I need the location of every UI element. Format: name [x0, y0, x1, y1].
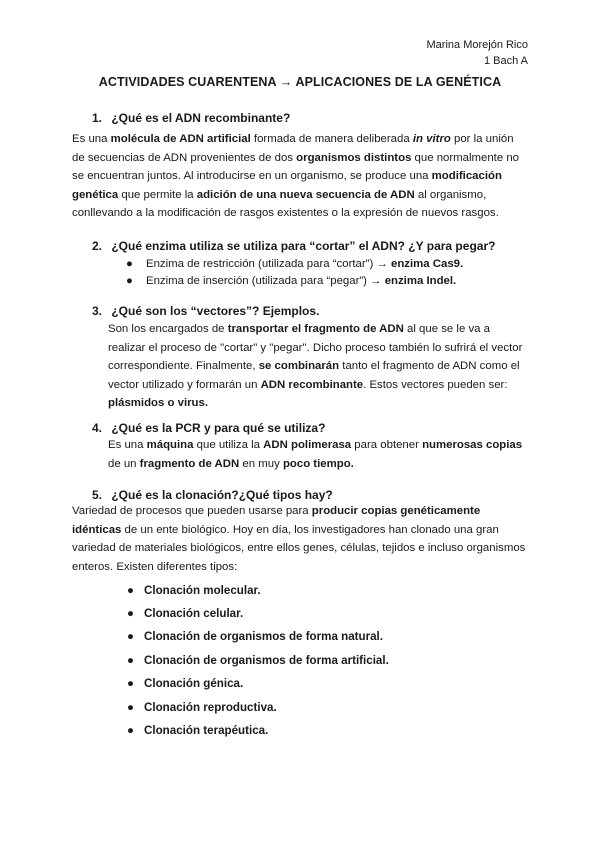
body-text: que normalmente no se encuentran juntos. Al introducirse en un organismo, se produce una [72, 151, 520, 183]
emphasis-text: poco tiempo. [282, 457, 354, 470]
page-title: ACTIVIDADES CUARENTENA → APLICACIONES DE LA GENÉTICA [98, 75, 502, 89]
body-text: al organismo, conllevando a la modificación de rasgos existentes o la expresión de nuevos rasgos. [72, 188, 499, 220]
cloning-type-item [127, 629, 384, 645]
emphasis-text: modificación genética [72, 170, 502, 201]
bullet-dot-icon: ● [127, 584, 135, 597]
emphasis-text: enzima Cas9. [390, 258, 464, 270]
cloning-type-label: Clonación molecular. [144, 584, 261, 597]
cloning-type-item [127, 606, 244, 622]
body-text: al que se le va a realizar el proceso de "cortar" y "pegar". Dicho proceso también lo sufrirá el vector correspondiente. Finalmente, [108, 323, 523, 373]
question-5-text: ¿Qué es la clonación?¿Qué tipos hay? [111, 488, 333, 502]
bullet-dot-icon: ● [127, 724, 135, 737]
body-text: Son los encargados de [108, 323, 228, 335]
emphasis-text: ADN recombinante [260, 378, 364, 391]
question-1-text: ¿Qué es el ADN recombinante? [111, 111, 291, 125]
answer-1 [72, 130, 524, 223]
emphasis-text: se combinarán [258, 360, 340, 373]
bullet-dot-icon: ● [127, 654, 135, 667]
bullet-dot-icon: ● [127, 701, 135, 714]
cloning-type-label: Clonación de organismos de forma natural. [144, 630, 384, 643]
enzyme-bullet-1 [126, 256, 464, 272]
question-2-text: ¿Qué enzima utiliza se utiliza para “cortar” el ADN? ¿Y para pegar? [111, 239, 496, 253]
body-text: Enzima de restricción (utilizada para “cortar”) → [146, 258, 391, 270]
body-text: para obtener [351, 439, 423, 451]
emphasis-text: in vitro [412, 133, 451, 145]
question-4-number: 4. [92, 421, 103, 435]
body-text: tanto el fragmento de ADN como el vector utilizado y formarán un [108, 360, 520, 391]
cloning-type-label: Clonación génica. [144, 677, 244, 690]
body-text: Variedad de procesos que pueden usarse para [72, 505, 312, 517]
cloning-type-item [127, 723, 269, 739]
answer-5 [72, 502, 528, 576]
cloning-type-item [127, 676, 244, 692]
body-text: en muy [239, 457, 283, 470]
enzyme-bullet-2 [126, 273, 457, 289]
body-text: de un [108, 457, 140, 470]
cloning-type-item [127, 700, 277, 716]
bullet-dot-icon: ● [127, 677, 135, 690]
enzyme-bullet-2-text [146, 275, 456, 287]
course-label: 1 Bach A [483, 55, 528, 67]
body-text: Enzima de inserción (utilizada para “pegar”) → [146, 275, 385, 287]
cloning-type-item [127, 653, 389, 669]
question-3-text: ¿Qué son los “vectores”? Ejemplos. [111, 304, 320, 318]
cloning-type-label: Clonación de organismos de forma artificial. [144, 654, 389, 667]
enzyme-bullet-1-text [146, 258, 463, 270]
emphasis-text: plásmidos o virus. [108, 397, 209, 410]
emphasis-text: organismos distintos [296, 151, 412, 164]
body-text: . Estos vectores pueden ser: [363, 378, 508, 391]
body-text: Es una [72, 133, 111, 145]
emphasis-text: fragmento de ADN [139, 457, 240, 470]
emphasis-text: máquina [146, 439, 194, 451]
body-text: que utiliza la [193, 439, 264, 451]
question-2-number: 2. [92, 239, 103, 253]
emphasis-text: ADN polimerasa [263, 439, 352, 451]
question-5-heading [92, 487, 333, 503]
emphasis-text: enzima Indel. [384, 275, 457, 287]
body-text: de un ente biológico. Hoy en día, los investigadores han clonado una gran variedad de materiales biológicos, entre ellos genes, células, tejidos e incluso organismos enteros. Existen diferentes tipos: [72, 523, 526, 573]
emphasis-text: producir copias genéticamente idénticas [72, 505, 481, 536]
answer-3 [108, 320, 526, 413]
bullet-dot-icon: ● [126, 258, 133, 270]
answer-4 [108, 436, 526, 473]
cloning-type-label: Clonación terapéutica. [144, 724, 269, 737]
bullet-dot-icon: ● [126, 275, 133, 287]
question-5-number: 5. [92, 488, 103, 502]
cloning-type-label: Clonación celular. [144, 607, 244, 620]
question-3-heading [92, 303, 319, 319]
author-header [427, 37, 528, 69]
bullet-dot-icon: ● [127, 630, 135, 643]
emphasis-text: transportar el fragmento de ADN [227, 323, 404, 335]
body-text: que permite la [118, 188, 197, 201]
emphasis-text: molécula de ADN artificial [110, 133, 251, 145]
emphasis-text: numerosas copias [422, 439, 523, 451]
question-1-number: 1. [92, 111, 103, 125]
question-2-heading [92, 238, 495, 254]
body-text: por la unión de secuencias de ADN provenientes de dos [72, 133, 514, 164]
body-text: Es una [108, 439, 147, 451]
question-1-heading [92, 110, 290, 126]
author-name: Marina Morejón Rico [426, 39, 528, 51]
bullet-dot-icon: ● [127, 607, 135, 620]
cloning-type-label: Clonación reproductiva. [144, 701, 277, 714]
emphasis-text: adición de una nueva secuencia de ADN [196, 188, 415, 201]
question-4-heading [92, 420, 325, 436]
cloning-type-item [127, 583, 261, 599]
question-3-number: 3. [92, 304, 103, 318]
question-4-text: ¿Qué es la PCR y para qué se utiliza? [111, 421, 326, 435]
body-text: formada de manera deliberada [250, 133, 413, 145]
